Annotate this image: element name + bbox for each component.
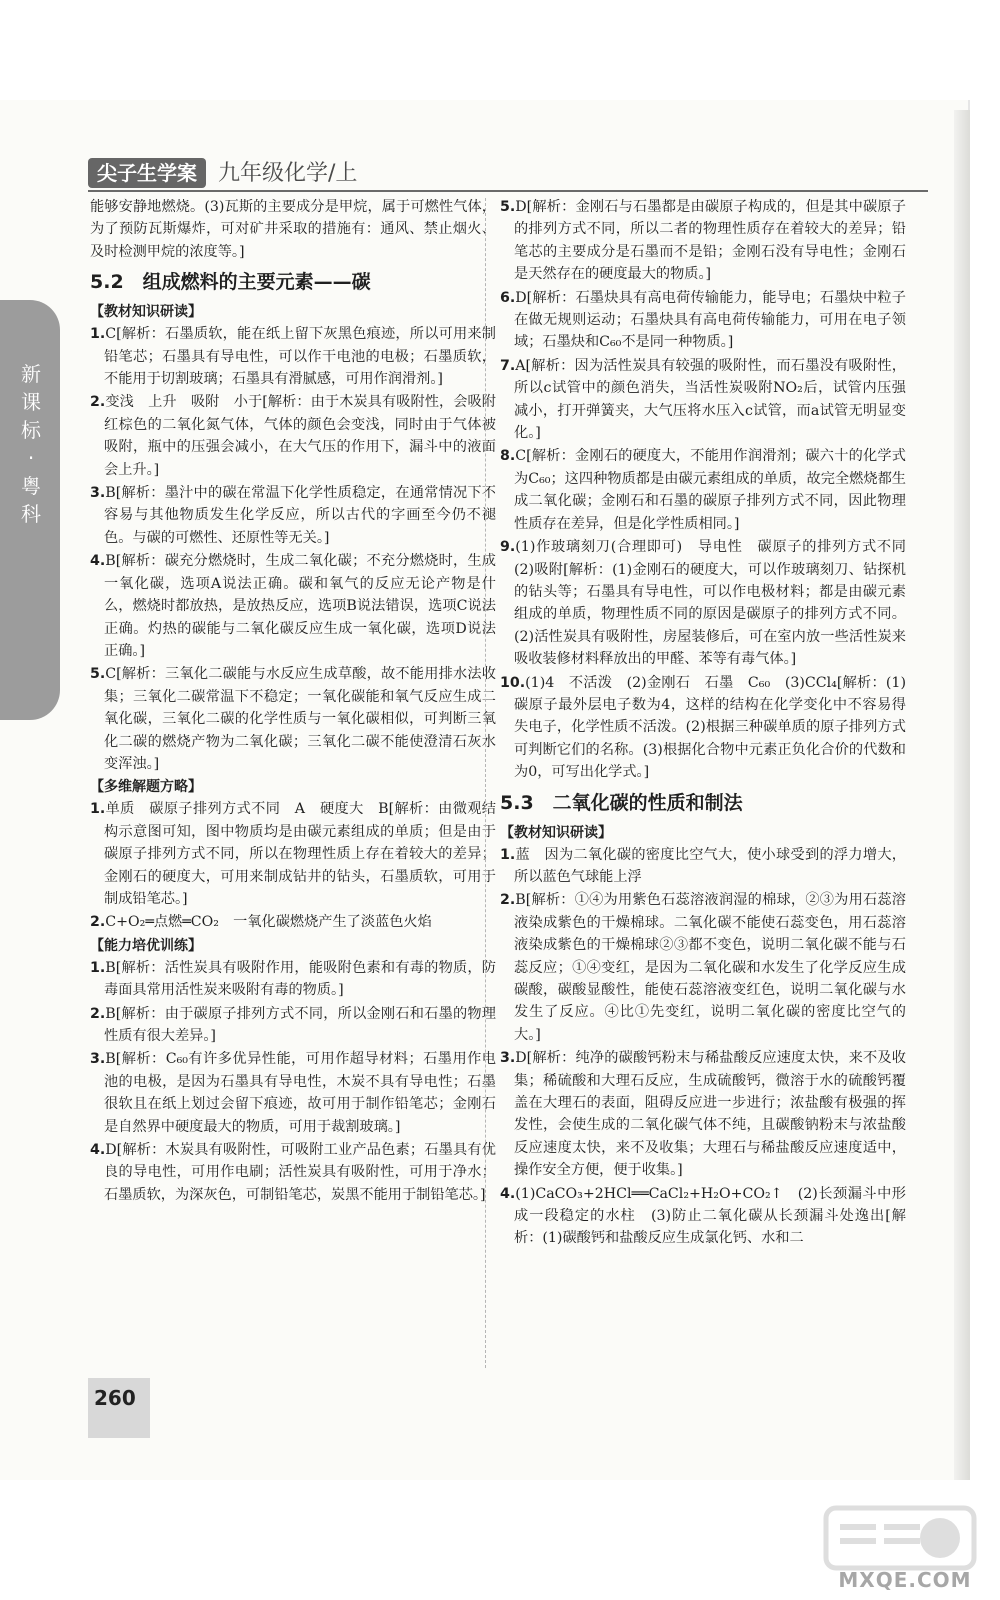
item-number: 7. bbox=[500, 357, 516, 374]
item-text: D[解析：石墨炔具有高电荷传输能力，能导电；石墨炔中粒子在做无规则运动；石墨炔具有高电荷传输能力，可用在电子领域；石墨炔和C₆₀不是同一种物质。] bbox=[514, 289, 906, 351]
item-number: 4. bbox=[500, 1185, 516, 1202]
item-text: C+O₂═点燃═CO₂ 一氧化碳燃烧产生了淡蓝色火焰 bbox=[105, 914, 432, 931]
answer-item bbox=[90, 798, 496, 910]
side-tab bbox=[0, 300, 60, 720]
answer-item bbox=[90, 1139, 496, 1206]
item-text: 蓝 因为二氧化碳的密度比空气大，使小球受到的浮力增大，所以蓝色气球能上浮 bbox=[514, 846, 906, 885]
page-edge bbox=[954, 110, 970, 1480]
item-number: 3. bbox=[500, 1050, 516, 1067]
brand-logo: 尖子生学案 bbox=[88, 158, 206, 188]
watermark-text: MXQE.COM bbox=[838, 1568, 972, 1592]
column-divider bbox=[485, 198, 486, 1368]
item-number: 2. bbox=[90, 914, 106, 931]
item-text: B[解析：活性炭具有吸附作用，能吸附色素和有毒的物质，防毒面具常用活性炭来吸附有毒的物质。] bbox=[104, 959, 496, 999]
right-column bbox=[500, 196, 921, 1251]
answer-item bbox=[90, 323, 496, 390]
answer-item bbox=[90, 482, 496, 549]
answer-item bbox=[500, 889, 906, 1046]
answer-item bbox=[90, 957, 496, 1002]
paragraph: 能够安静地燃烧。(3)瓦斯的主要成分是甲烷，属于可燃性气体，为了预防瓦斯爆炸，可对矿井采取的措施有：通风、禁止烟火、及时检测甲烷的浓度等。] bbox=[90, 199, 496, 260]
item-text: C[解析：三氧化二碳能与水反应生成草酸，故不能用排水法收集；三氧化二碳常温下不稳定；一氧化碳能和氧气反应生成二氧化碳，三氧化二碳的化学性质与一氧化碳相似，可判断三氧化二碳的燃烧产物为二氧化碳；三氧化二碳不能使澄清石灰水变浑浊。] bbox=[104, 666, 496, 772]
answer-item bbox=[500, 844, 906, 889]
item-text: B[解析：墨汁中的碳在常温下化学性质稳定，在通常情况下不容易与其他物质发生化学反应，所以古代的字画至今仍不褪色。与碳的可燃性、还原性等无关。] bbox=[104, 485, 496, 546]
item-number: 1. bbox=[90, 326, 106, 343]
answer-item bbox=[90, 663, 496, 775]
item-text: 变浅 上升 吸附 小于[解析：由于木炭具有吸附性，会吸附红棕色的二氧化氮气体，气体的颜色会变浅，同时由于气体被吸附，瓶中的压强会减小，在大气压的作用下，漏斗中的液面会上升。] bbox=[104, 394, 496, 478]
answer-item bbox=[90, 1048, 496, 1138]
item-number: 4. bbox=[90, 553, 106, 570]
section-title: 5.2 组成燃料的主要元素——碳 bbox=[90, 271, 371, 294]
item-number: 1. bbox=[90, 959, 106, 976]
side-tab-label: 新课标·粤科 bbox=[21, 362, 41, 526]
subsection-title: 【教材知识研读】 bbox=[90, 304, 202, 321]
section-title: 5.3 二氧化碳的性质和制法 bbox=[500, 791, 743, 814]
item-number: 1. bbox=[90, 801, 106, 818]
book-subtitle: 九年级化学/上 bbox=[218, 161, 358, 186]
item-text: D[解析：木炭具有吸附性，可吸附工业产品色素；石墨具有优良的导电性，可用作电刷；活性炭具有吸附性，可用于净水；石墨质软，为深灰色，可制铅笔芯，炭黑不能用于制铅笔芯。] bbox=[104, 1142, 496, 1203]
item-text: (1)4 不活泼 (2)金刚石 石墨 C₆₀ (3)CCl₄[解析：(1)碳原子最外层电子数为4，这样的结构在化学变化中不容易得失电子，化学性质不活泼。(2)根据三种碳单质的原子排列方式可判断它们的名称。(3)根据化合物中元素正负化合价的代数和为0，可写出化学式。] bbox=[514, 674, 906, 781]
answer-item bbox=[90, 391, 496, 481]
answer-item bbox=[90, 550, 496, 662]
item-text: C[解析：石墨质软，能在纸上留下灰黑色痕迹，所以可用来制铅笔芯；石墨具有导电性，可以作干电池的电极；石墨质软，不能用于切割玻璃；石墨具有滑腻感，可用作润滑剂。] bbox=[104, 326, 496, 388]
item-text: C[解析：金刚石的硬度大，不能用作润滑剂；碳六十的化学式为C₆₀；这四种物质都是由碳元素组成的单质，故完全燃烧都生成二氧化碳；金刚石和石墨的碳原子排列方式不同，因此物理性质存在差异，但是化学性质相同。] bbox=[514, 448, 906, 532]
header-divider bbox=[88, 190, 928, 192]
answer-item bbox=[500, 355, 906, 445]
item-number: 1. bbox=[500, 846, 516, 863]
page-number: 260 bbox=[94, 1386, 136, 1410]
item-number: 2. bbox=[90, 394, 106, 411]
answer-item bbox=[500, 1047, 906, 1181]
item-text: A[解析：因为活性炭具有较强的吸附性，而石墨没有吸附性，所以c试管中的颜色消失，当活性炭吸附NO₂后，试管内压强减小，打开弹簧夹，大气压将水压入c试管，而a试管无明显变化。] bbox=[514, 357, 906, 442]
item-number: 6. bbox=[500, 289, 516, 306]
item-number: 4. bbox=[90, 1142, 106, 1159]
item-number: 2. bbox=[90, 1005, 106, 1022]
answer-item bbox=[500, 445, 906, 535]
item-text: B[解析：①④为用紫色石蕊溶液润湿的棉球，②③为用石蕊溶液染成紫色的干燥棉球。二氧化碳不能使石蕊变色，用石蕊溶液染成紫色的干燥棉球②③都不变色，说明二氧化碳不能与石蕊反应；①④变红，是因为二氧化碳和水发生了化学反应生成碳酸，碳酸显酸性，能使石蕊溶液变红色，说明二氧化碳与水发生了反应。④比①先变红，说明二氧化碳的密度比空气的大。] bbox=[514, 892, 906, 1043]
answer-item bbox=[500, 287, 906, 354]
answer-item bbox=[500, 196, 906, 286]
answer-item bbox=[90, 1003, 496, 1048]
item-text: D[解析：金刚石与石墨都是由碳原子构成的，但是其中碳原子的排列方式不同，所以二者的物理性质存在着较大的差异；铅笔芯的主要成分是石墨而不是铅；金刚石没有导电性；金刚石是天然存在的硬度最大的物质。] bbox=[514, 199, 906, 283]
answer-item bbox=[500, 672, 906, 784]
item-number: 3. bbox=[90, 1051, 106, 1068]
answer-item bbox=[500, 536, 921, 670]
subsection-title: 【能力培优训练】 bbox=[90, 937, 202, 954]
item-number: 8. bbox=[500, 448, 516, 465]
item-text: (1)CaCO₃+2HCl══CaCl₂+H₂O+CO₂↑ (2)长颈漏斗中形成一段稳定的水柱 (3)防止二氧化碳从长颈漏斗处逸出[解析：(1)碳酸钙和盐酸反应生成氯化钙、水和二 bbox=[514, 1185, 906, 1247]
subsection-title: 【教材知识研读】 bbox=[500, 824, 612, 841]
item-number: 9. bbox=[500, 539, 516, 556]
item-text: D[解析：纯净的碳酸钙粉末与稀盐酸反应速度太快，来不及收集；稀硫酸和大理石反应，生成硫酸钙，微溶于水的硫酸钙覆盖在大理石的表面，阻碍反应进一步进行；浓盐酸有极强的挥发性，会使生成的二氧化碳气体不纯，且碳酸钠粉末与浓盐酸反应速度太快，来不及收集；大理石与稀盐酸反应速度适中，操作安全方便，便于收集。] bbox=[514, 1050, 906, 1179]
answer-item bbox=[500, 1183, 906, 1250]
item-text: (1)作玻璃刻刀(合理即可) 导电性 碳原子的排列方式不同 (2)吸附[解析：(1)金刚石的硬度大，可以作玻璃刻刀、钻探机的钻头等；石墨具有导电性，可以作电极材料；都是由碳元素组成的单质，物理性质不同的原因是碳原子的排列方式不同。(2)活性炭具有吸附性，房屋装修后，可在室内放一些活性炭来吸收装修材料释放出的甲醛、苯等有毒气体。] bbox=[514, 539, 921, 668]
item-number: 10. bbox=[500, 674, 526, 691]
item-number: 5. bbox=[500, 199, 516, 215]
answer-item bbox=[90, 911, 496, 933]
item-number: 3. bbox=[90, 485, 106, 502]
item-number: 2. bbox=[500, 892, 516, 909]
item-text: 单质 碳原子排列方式不同 A 硬度大 B[解析：由微观结构示意图可知，图中物质均是由碳元素组成的单质；但是由于碳原子排列方式不同，所以在物理性质上存在着较大的差异；金刚石的硬度大，可用来制成钻井的钻头，石墨质软，可用于制成铅笔芯。] bbox=[104, 801, 496, 907]
item-text: B[解析：碳充分燃烧时，生成二氧化碳；不充分燃烧时，生成一氧化碳，选项A说法正确。碳和氧气的反应无论产物是什么，燃烧时都放热，是放热反应，选项B说法错误，选项C说法正确。灼热的碳能与二氧化碳反应生成一氧化碳，选项D说法正确。] bbox=[104, 553, 496, 659]
item-number: 5. bbox=[90, 666, 106, 683]
item-text: B[解析：C₆₀有许多优异性能，可用作超导材料；石墨用作电池的电极，是因为石墨具有导电性，木炭不具有导电性；石墨很软且在纸上划过会留下痕迹，故可用于制作铅笔芯；金刚石是自然界中硬度最大的物质，可用于裁割玻璃。] bbox=[104, 1051, 496, 1135]
subsection-title: 【多维解题方略】 bbox=[90, 779, 202, 796]
left-column bbox=[90, 196, 496, 1207]
item-text: B[解析：由于碳原子排列方式不同，所以金刚石和石墨的物理性质有很大差异。] bbox=[104, 1005, 496, 1044]
